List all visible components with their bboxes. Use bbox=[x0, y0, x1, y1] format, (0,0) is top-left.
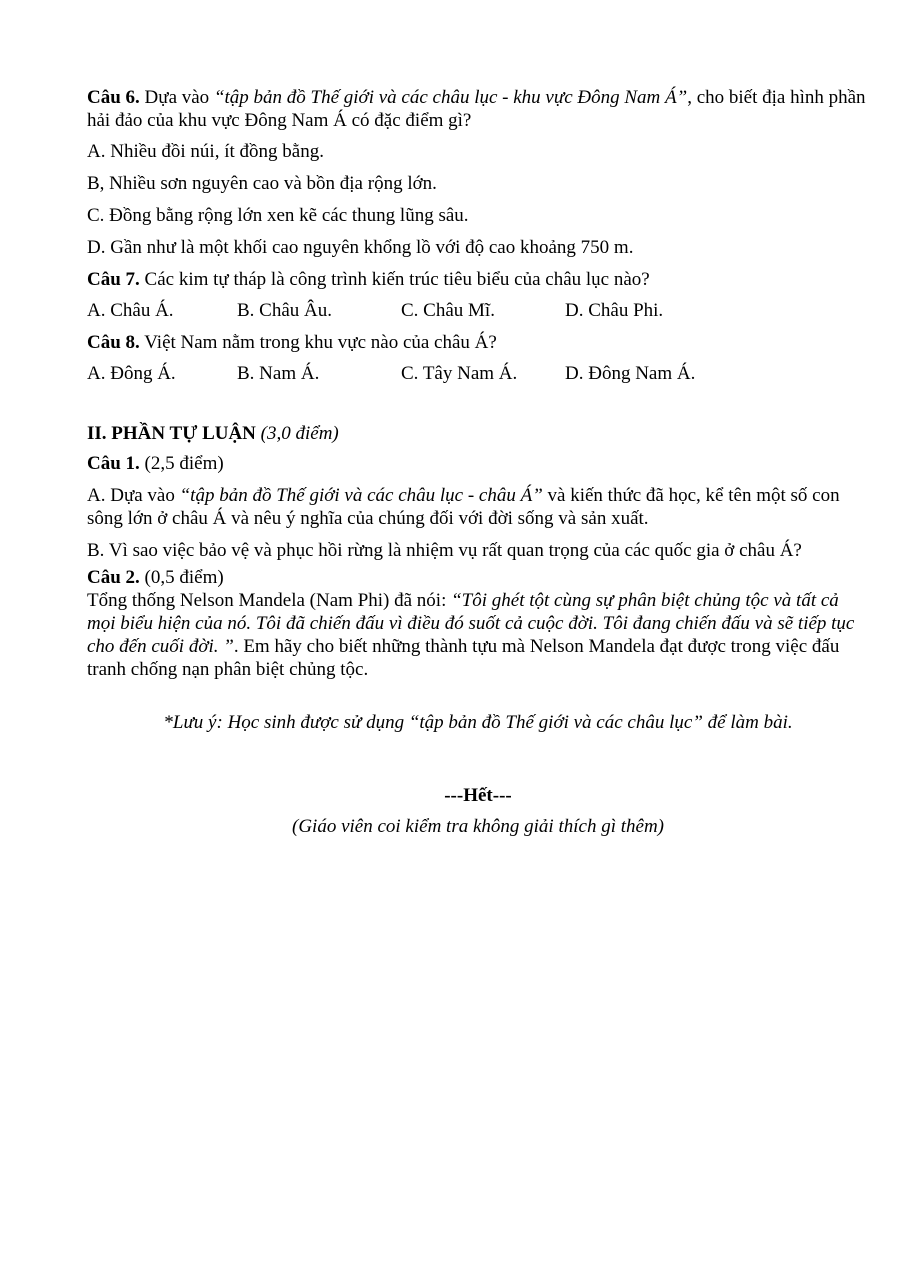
question-8-option-b: B. Nam Á. bbox=[237, 363, 320, 384]
question-6-label: Câu 6. bbox=[87, 87, 140, 108]
question-7-option-b: B. Châu Âu. bbox=[237, 300, 332, 321]
question-7-option-d: D. Châu Phi. bbox=[565, 300, 664, 321]
question-6 bbox=[87, 86, 869, 132]
question-8-option-c: C. Tây Nam Á. bbox=[401, 363, 518, 384]
question-7-options bbox=[87, 299, 869, 322]
essay-1-a-prefix: A. Dựa vào bbox=[87, 485, 180, 506]
essay-1-label: Câu 1. bbox=[87, 453, 140, 474]
essay-2-points: (0,5 điểm) bbox=[139, 567, 224, 588]
exam-page bbox=[87, 86, 869, 838]
end-marker: ---Hết--- bbox=[444, 785, 512, 806]
section-2-title bbox=[87, 422, 869, 445]
question-7 bbox=[87, 268, 869, 291]
question-6-option-d: D. Gần như là một khối cao nguyên khổng lồ với độ cao khoảng 750 m. bbox=[87, 237, 634, 258]
essay-2-intro: Tổng thống Nelson Mandela (Nam Phi) đã nói: bbox=[87, 590, 452, 611]
question-7-option-a: A. Châu Á. bbox=[87, 300, 174, 321]
question-7-label: Câu 7. bbox=[87, 269, 140, 290]
end-note: (Giáo viên coi kiểm tra không giải thích gì thêm) bbox=[292, 816, 664, 837]
question-8-option-d: D. Đông Nam Á. bbox=[565, 363, 696, 384]
question-6-option-b: B, Nhiều sơn nguyên cao và bồn địa rộng lớn. bbox=[87, 173, 437, 194]
essay-2-header bbox=[87, 566, 869, 589]
question-6-quote: “tập bản đồ Thế giới và các châu lục - khu vực Đông Nam Á” bbox=[213, 87, 688, 108]
essay-1-part-a bbox=[87, 484, 869, 530]
section-2-heading: II. PHẦN TỰ LUẬN bbox=[87, 423, 261, 444]
essay-1-points: (2,5 điểm) bbox=[139, 453, 224, 474]
question-6-text-a: Dựa vào bbox=[139, 87, 214, 108]
question-7-option-c: C. Châu Mĩ. bbox=[401, 300, 495, 321]
essay-1-header bbox=[87, 452, 869, 475]
question-8-label: Câu 8. bbox=[87, 332, 140, 353]
section-2-points: (3,0 điểm) bbox=[260, 423, 339, 444]
question-8-text: Việt Nam nằm trong khu vực nào của châu Á? bbox=[139, 332, 497, 353]
essay-1-a-quote: “tập bản đồ Thế giới và các châu lục - châu Á” bbox=[179, 485, 543, 506]
question-6-text-b: , cho biết địa hình phần hải đảo của khu vực Đông Nam Á có đặc điểm gì? bbox=[87, 87, 866, 131]
exam-note: *Lưu ý: Học sinh được sử dụng “tập bản đồ Thế giới và các châu lục” để làm bài. bbox=[163, 712, 793, 733]
essay-2-label: Câu 2. bbox=[87, 567, 140, 588]
question-8-option-a: A. Đông Á. bbox=[87, 363, 176, 384]
question-6-option-a: A. Nhiều đồi núi, ít đồng bằng. bbox=[87, 141, 324, 162]
question-6-option-c: C. Đồng bằng rộng lớn xen kẽ các thung lũng sâu. bbox=[87, 205, 469, 226]
essay-2-rest: . Em hãy cho biết những thành tựu mà Nelson Mandela đạt được trong việc đấu tranh chống nạn phân biệt chủng tộc. bbox=[87, 636, 840, 680]
question-8 bbox=[87, 331, 869, 354]
essay-1-a-rest: và kiến thức đã học, kể tên một số con sông lớn ở châu Á và nêu ý nghĩa của chúng đối với đời sống và sản xuất. bbox=[87, 485, 840, 529]
question-8-options bbox=[87, 362, 869, 385]
essay-2-quote: “Tôi ghét tột cùng sự phân biệt chủng tộc và tất cả mọi biểu hiện của nó. Tôi đã chiến đấu vì điều đó suốt cả cuộc đời. Tôi đang chiến đấu và sẽ tiếp tục cho đến cuối đời. ” bbox=[87, 590, 855, 657]
essay-1-part-b: B. Vì sao việc bảo vệ và phục hồi rừng là nhiệm vụ rất quan trọng của các quốc gia ở châu Á? bbox=[87, 540, 802, 561]
question-7-text: Các kim tự tháp là công trình kiến trúc tiêu biểu của châu lục nào? bbox=[139, 269, 650, 290]
essay-2-body bbox=[87, 589, 869, 681]
